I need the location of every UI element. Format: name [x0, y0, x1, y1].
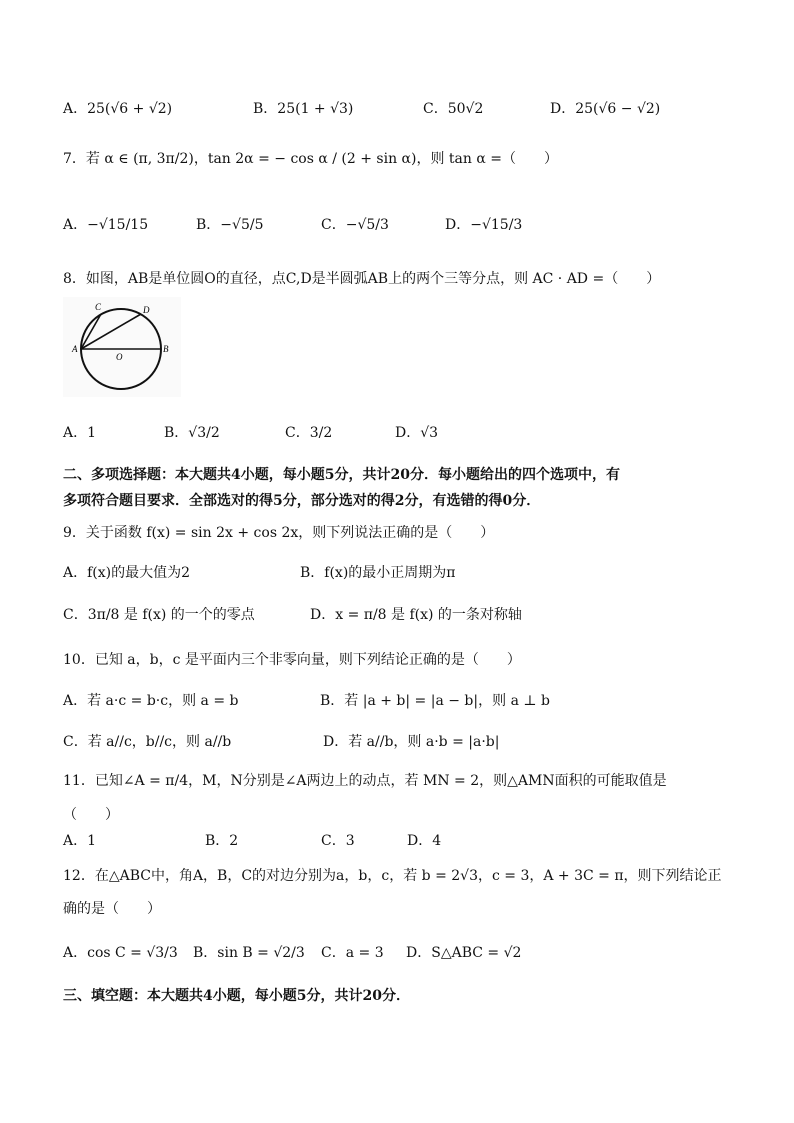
q6-option-c: C．50√2	[423, 101, 484, 117]
label-b: B	[163, 344, 169, 354]
label-c: C	[95, 302, 102, 312]
q9-option-a: A．f(x)的最大值为2	[63, 565, 191, 581]
q12-stem-line2: 确的是（ ）	[63, 901, 161, 917]
q12-option-a: A．cos C = √3/3	[63, 945, 178, 961]
label-d: D	[143, 305, 150, 315]
q7-option-a: A．−√15/15	[63, 217, 149, 233]
q6-option-a: A．25(√6 + √2)	[63, 101, 173, 117]
segment-ad	[81, 314, 141, 349]
q12-stem-line1: 12．在△ABC中，角A，B，C的对边分别为a，b，c，若 b = 2√3，c = 3，A + 3C = π，则下列结论正	[63, 868, 722, 884]
q7-option-c: C．−√5/3	[321, 217, 389, 233]
circle-diagram	[63, 297, 181, 397]
q10-option-a: A．若 a·c = b·c，则 a = b	[63, 693, 239, 709]
unit-circle-figure	[63, 297, 181, 397]
q9-option-c: C．3π/8 是 f(x) 的一个的零点	[63, 607, 255, 623]
q7-stem: 7．若 α ∈ (π, 3π/2)，tan 2α = − cos α / (2 + sin α)，则 tan α =（ ）	[63, 151, 558, 167]
q7-option-b: B．−√5/5	[196, 217, 264, 233]
section2-heading-line1: 二、多项选择题：本大题共4小题，每小题5分，共计20分．每小题给出的四个选项中，有	[63, 467, 620, 483]
q7-option-d: D．−√15/3	[445, 217, 523, 233]
q10-stem: 10．已知 a，b，c 是平面内三个非零向量，则下列结论正确的是（ ）	[63, 652, 521, 668]
q11-answer-paren: （ ）	[63, 807, 119, 823]
q11-option-a: A．1	[63, 833, 97, 849]
q11-option-d: D．4	[407, 833, 442, 849]
q9-stem: 9．关于函数 f(x) = sin 2x + cos 2x，则下列说法正确的是（ ）	[63, 525, 495, 541]
q8-stem: 8．如图，AB是单位圆O的直径，点C,D是半圆弧AB上的两个三等分点，则 AC · AD =（ ）	[63, 271, 661, 287]
q10-option-d: D．若 a//b，则 a·b = |a·b|	[323, 734, 500, 750]
q12-option-d: D．S△ABC = √2	[406, 945, 522, 961]
q8-option-b: B．√3/2	[164, 425, 220, 441]
q11-option-b: B．2	[205, 833, 239, 849]
label-o: O	[116, 352, 123, 362]
section3-heading: 三、填空题：本大题共4小题，每小题5分，共计20分．	[63, 988, 410, 1004]
q11-stem: 11．已知∠A = π/4，M，N分别是∠A两边上的动点，若 MN = 2，则△AMN面积的可能取值是	[63, 773, 667, 789]
section2-heading-line2: 多项符合题目要求．全部选对的得5分，部分选对的得2分，有选错的得0分．	[63, 493, 541, 509]
q8-option-c: C．3/2	[285, 425, 333, 441]
q8-option-a: A．1	[63, 425, 97, 441]
q9-option-d: D．x = π/8 是 f(x) 的一条对称轴	[310, 607, 522, 623]
q6-option-d: D．25(√6 − √2)	[550, 101, 661, 117]
q9-option-b: B．f(x)的最小正周期为π	[300, 565, 456, 581]
q12-option-b: B．sin B = √2/3	[193, 945, 305, 961]
q6-option-b: B．25(1 + √3)	[253, 101, 354, 117]
q8-option-d: D．√3	[395, 425, 439, 441]
q10-option-c: C．若 a//c，b//c，则 a//b	[63, 734, 232, 750]
q12-option-c: C．a = 3	[321, 945, 384, 961]
q10-option-b: B．若 |a + b| = |a − b|，则 a ⊥ b	[320, 693, 550, 709]
label-a: A	[72, 344, 78, 354]
q11-option-c: C．3	[321, 833, 355, 849]
